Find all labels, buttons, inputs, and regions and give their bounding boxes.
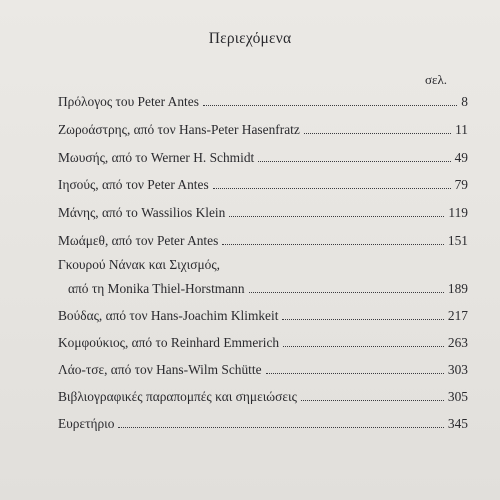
dot-leader <box>266 373 444 374</box>
toc-entry <box>58 308 468 324</box>
toc-entry-page: 345 <box>447 416 468 431</box>
dot-leader <box>258 161 450 162</box>
dot-leader <box>283 346 444 347</box>
toc-entry <box>58 94 468 110</box>
toc-entry <box>58 362 468 378</box>
dot-leader <box>213 188 451 189</box>
dot-leader <box>301 400 444 401</box>
toc-entry-page: 79 <box>454 177 468 192</box>
toc-entry-page: 189 <box>447 281 468 296</box>
toc-entry-label: Μάνης, από το Wassilios Klein <box>58 205 226 220</box>
toc-entry-label: Κομφούκιος, από το Reinhard Emmerich <box>58 335 280 350</box>
toc-entry <box>58 177 468 193</box>
dot-leader <box>304 133 451 134</box>
toc-entry <box>58 335 468 351</box>
toc-entry-label: Πρόλογος του Peter Antes <box>58 94 199 109</box>
toc-entry-page: 217 <box>447 308 468 323</box>
toc-entry-label: Ευρετήριο <box>58 416 115 431</box>
dot-leader <box>249 292 444 293</box>
toc-entry-label: από τη Monika Thiel-Horstmann <box>68 281 245 296</box>
toc-entry-label: Μωυσής, από το Werner H. Schmidt <box>58 150 255 165</box>
dot-leader <box>229 216 444 217</box>
toc-entry <box>58 205 468 221</box>
toc-entry-page: 305 <box>447 389 468 404</box>
dot-leader <box>118 427 443 428</box>
dot-leader <box>282 319 443 320</box>
toc-entry-label: Ζωροάστρης, από τον Hans-Peter Hasenfratz <box>58 122 300 137</box>
toc-entry-page: 49 <box>454 150 468 165</box>
toc-entry-page: 263 <box>447 335 468 350</box>
toc-entry-label: Βιβλιογραφικές παραπομπές και σημειώσεις <box>58 389 297 404</box>
toc-entry-page: 11 <box>455 122 468 137</box>
toc-entry <box>58 233 468 249</box>
dot-leader <box>222 244 444 245</box>
toc-entry <box>68 281 468 297</box>
page-title: Περιεχόμενα <box>208 30 292 47</box>
toc-entry-label: Λάο-τσε, από τον Hans-Wilm Schütte <box>58 362 262 377</box>
toc-entry <box>58 122 468 138</box>
dot-leader <box>203 105 457 106</box>
page-column-label: σελ. <box>425 72 448 87</box>
toc-entry-page: 119 <box>448 205 468 220</box>
toc-entry-label-line1: Γκουρού Νάνακ και Σιχισμός, <box>58 257 221 272</box>
toc-entry <box>58 150 468 166</box>
toc-entry-page: 151 <box>447 233 468 248</box>
toc-entry-label: Μωάμεθ, από τον Peter Antes <box>58 233 219 248</box>
toc-entry <box>58 389 468 405</box>
toc-entry <box>58 416 468 432</box>
toc-entry-label: Ιησούς, από τον Peter Antes <box>58 177 209 192</box>
toc-entry-page: 303 <box>447 362 468 377</box>
toc-entry-label: Βούδας, από τον Hans-Joachim Klimkeit <box>58 308 279 323</box>
toc-entry-page: 8 <box>461 94 468 109</box>
